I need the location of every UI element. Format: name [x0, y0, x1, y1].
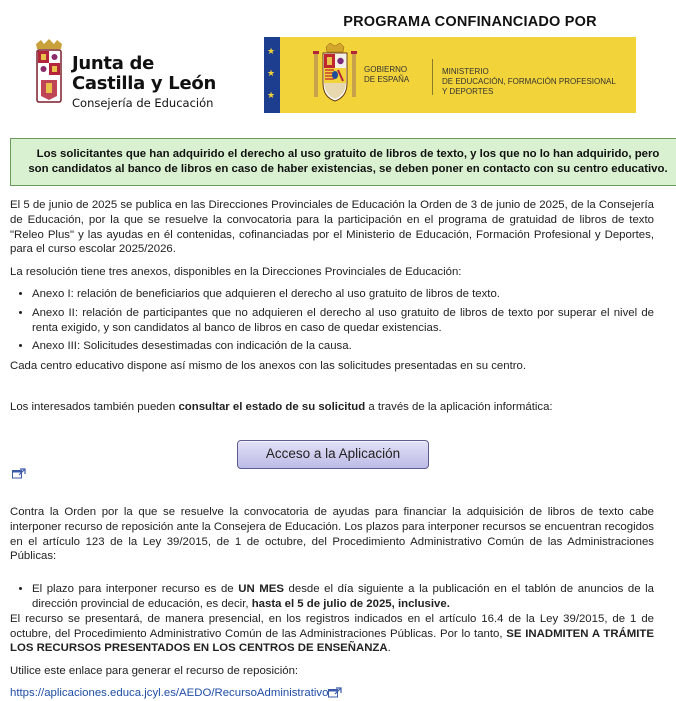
consult-paragraph: Los interesados también pueden consultar el estado de su solicitud a través de la aplicación informática:	[10, 401, 553, 413]
list-item: • Anexo III: Solicitudes desestimadas con indicación de la causa.	[32, 339, 654, 354]
cofinanced-title: PROGRAMA CONFINANCIADO POR	[343, 14, 597, 30]
external-link-icon[interactable]	[12, 468, 26, 479]
list-item: • Anexo I: relación de beneficiarios que adquieren el derecho al uso gratuito de libros de texto.	[32, 287, 654, 302]
government-label: GOBIERNO DE ESPAÑA	[364, 65, 410, 84]
government-banner	[264, 37, 636, 113]
presentation-paragraph: El recurso se presentará, de manera presencial, en los registros indicados en el artículo 16.4 de la Ley 39/2015, de 1 de octubre, del Procedimiento Administrativo Común de las Administraciones Públicas. Por lo tanto, SE INADMITEN A TRÁMITE LOS RECURSOS PRESENTADOS EN LOS CENTROS DE ENSEÑANZA.	[10, 612, 654, 655]
logo-line-1: Junta de	[72, 53, 155, 74]
appeal-link-row	[10, 686, 654, 701]
banner-divider	[432, 59, 433, 95]
logo-line-3: Consejería de Educación	[72, 96, 214, 110]
annex-list	[10, 287, 654, 354]
main-content	[10, 198, 654, 699]
spain-coat-of-arms-icon	[312, 43, 358, 107]
appeal-link[interactable]: https://aplicaciones.educa.jcyl.es/AEDO/RecursoAdministrativo	[10, 686, 329, 699]
jcyl-logo	[26, 36, 226, 116]
external-link-icon[interactable]	[328, 687, 342, 698]
appeal-paragraph: Contra la Orden por la que se resuelve la convocatoria de ayudas para financiar la adquisición de libros de texto cabe interponer recurso de reposición ante la Consejera de Educación. Los plazos para interponer recursos se encuentran recogidos en el artículo 123 de la Ley 39/2015, de 1 de octubre, del Procedimiento Administrativo Común de las Administraciones Públicas:	[10, 506, 654, 563]
eu-stars-icon: ★ ★ ★	[264, 37, 280, 113]
list-item: • El plazo para interponer recurso es de UN MES desde el día siguiente a la publicación en el tablón de anuncios de la dirección provincial de educación, es decir, hasta el 5 de julio de 2025, inclusive.	[32, 582, 654, 612]
jcyl-shield-icon	[32, 38, 66, 112]
link-intro: Utilice este enlace para generar el recurso de reposición:	[10, 665, 299, 678]
intro-paragraph: El 5 de junio de 2025 se publica en las Direcciones Provinciales de Educación la Orden de 3 de junio de 2025, de la Consejería de Educación, por la que se resuelve la convocatoria para la participación en el programa de gratuidad de libros de texto "Releo Plus" y las ayudas en él contenidas, cofinanciadas por el Ministerio de Educación, Formación Profesional y Deportes, para el curso escolar 2025/2026.	[10, 199, 654, 256]
list-item: • Anexo II: relación de participantes que no adquieren el derecho al uso gratuito de libros de texto por superar el nivel de renta exigido, y son candidatos al banco de libros en caso de quedar existencias.	[32, 306, 654, 336]
app-access-button[interactable]: Acceso a la Aplicación	[237, 440, 429, 469]
appeal-section	[10, 505, 654, 701]
logo-line-2: Castilla y León	[72, 73, 216, 94]
annex-note: Cada centro educativo dispone así mismo de los anexos con las solicitudes presentadas en su centro.	[10, 360, 527, 373]
deadline-list	[10, 582, 654, 612]
notice-box: Los solicitantes que han adquirido el derecho al uso gratuito de libros de texto, y los que no lo han adquirido, pero son candidatos al banco de libros en caso de haber existencias, se deben poner en contacto con su centro educativo.	[10, 138, 676, 186]
header	[0, 0, 676, 132]
ministry-label: MINISTERIO DE EDUCACIÓN, FORMACIÓN PROFESIONAL Y DEPORTES	[442, 67, 616, 96]
annex-intro: La resolución tiene tres anexos, disponibles en la Direcciones Provinciales de Educación:	[10, 266, 462, 279]
